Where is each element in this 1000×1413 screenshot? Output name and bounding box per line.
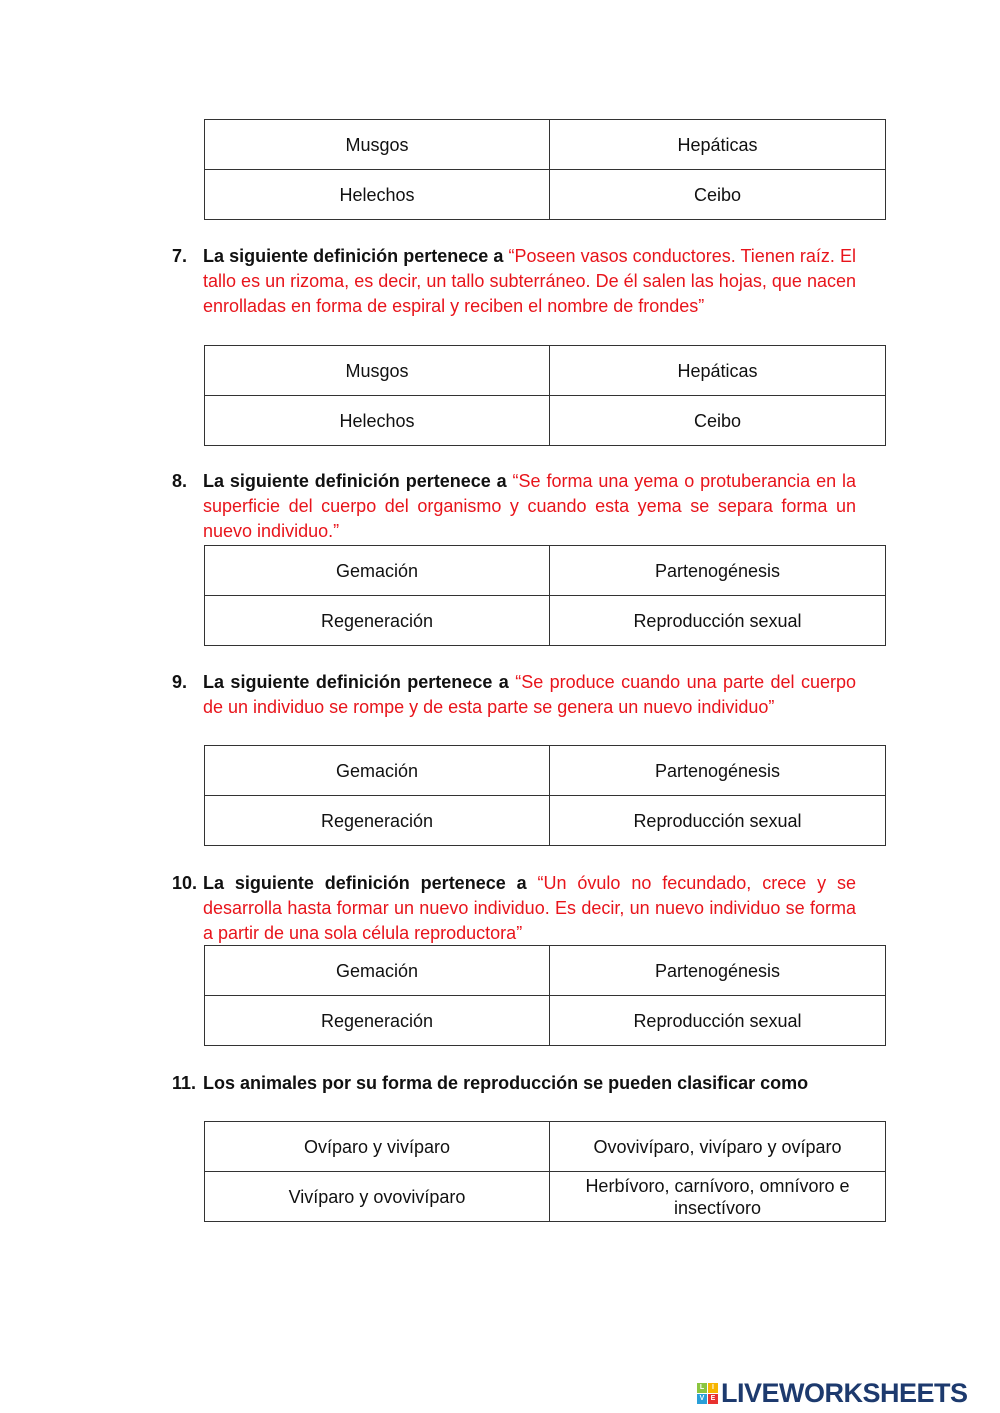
answer-option[interactable]: Musgos (205, 120, 550, 170)
answer-option[interactable]: Hepáticas (550, 120, 886, 170)
answer-row (205, 1172, 886, 1222)
question-definition: “Se forma una yema o protuberancia en la superficie del cuerpo del organismo y cuando esta yema se separa forma un nuevo individuo.” (203, 471, 856, 541)
logo-block: I (708, 1383, 718, 1393)
answer-option[interactable]: Gemación (205, 546, 550, 596)
question-text (203, 871, 856, 946)
question-lead: Los animales por su forma de reproducción se pueden clasificar como (203, 1073, 809, 1093)
answer-option[interactable]: Regeneración (205, 596, 550, 646)
question-number: 8. (172, 471, 188, 491)
answer-option[interactable]: Reproducción sexual (550, 796, 886, 846)
question-lead: La siguiente definición pertenece a (203, 471, 513, 491)
logo-block: E (708, 1394, 718, 1404)
answer-row (205, 346, 886, 396)
logo-block: V (697, 1394, 707, 1404)
answer-row (205, 120, 886, 170)
answer-row (205, 546, 886, 596)
answer-options-table (204, 545, 886, 646)
answer-option[interactable]: Ovíparo y vivíparo (205, 1122, 550, 1172)
question-7 (172, 244, 856, 319)
question-definition: “Se produce cuando una parte del cuerpo de un individuo se rompe y de esta parte se genera un nuevo individuo” (203, 672, 856, 717)
question-11 (172, 1071, 856, 1096)
question-lead: La siguiente definición pertenece a (203, 873, 538, 893)
question-text (203, 469, 856, 544)
answer-option[interactable]: Musgos (205, 346, 550, 396)
logo-block: L (697, 1383, 707, 1393)
question-text (203, 1071, 856, 1096)
answer-option[interactable]: Hepáticas (550, 346, 886, 396)
question-number: 10. (172, 873, 198, 893)
question-8 (172, 469, 856, 544)
answer-option[interactable]: Vivíparo y ovovivíparo (205, 1172, 550, 1222)
answer-row (205, 746, 886, 796)
question-9 (172, 670, 856, 720)
answer-row (205, 796, 886, 846)
answer-options-table (204, 945, 886, 1046)
answer-option[interactable]: Partenogénesis (550, 746, 886, 796)
answer-option[interactable]: Helechos (205, 396, 550, 446)
question-lead: La siguiente definición pertenece a (203, 672, 516, 692)
answer-options-table (204, 745, 886, 846)
answer-option[interactable]: Partenogénesis (550, 546, 886, 596)
answer-option[interactable]: Regeneración (205, 796, 550, 846)
answer-row (205, 996, 886, 1046)
question-text (203, 244, 856, 319)
answer-row (205, 1122, 886, 1172)
question-number: 11. (172, 1073, 197, 1093)
answer-options-table (204, 345, 886, 446)
answer-option[interactable]: Gemación (205, 746, 550, 796)
question-lead: La siguiente definición pertenece a (203, 246, 509, 266)
answer-option[interactable]: Regeneración (205, 996, 550, 1046)
answer-option[interactable]: Ceibo (550, 396, 886, 446)
question-number: 7. (172, 246, 188, 266)
answer-option[interactable]: Herbívoro, carnívoro, omnívoro e insectívoro (550, 1172, 886, 1222)
question-definition: “Un óvulo no fecundado, crece y se desarrolla hasta formar un nuevo individuo. Es decir, un nuevo individuo se forma a partir de una sola célula reproductora” (203, 873, 856, 943)
answer-options-table (204, 1121, 886, 1222)
answer-row (205, 596, 886, 646)
answer-option[interactable]: Ceibo (550, 170, 886, 220)
answer-option[interactable]: Gemación (205, 946, 550, 996)
answer-options-table (204, 119, 886, 220)
logo-text: LIVEWORKSHEETS (721, 1378, 968, 1408)
question-10 (172, 871, 856, 946)
answer-row (205, 170, 886, 220)
answer-option[interactable]: Reproducción sexual (550, 996, 886, 1046)
question-definition: “Poseen vasos conductores. Tienen raíz. El tallo es un rizoma, es decir, un tallo subterráneo. De él salen las hojas, que nacen enrolladas en forma de espiral y reciben el nombre de frondes” (203, 246, 857, 316)
question-text (203, 670, 856, 720)
answer-row (205, 946, 886, 996)
answer-option[interactable]: Ovovivíparo, vivíparo y ovíparo (550, 1122, 886, 1172)
answer-option[interactable]: Partenogénesis (550, 946, 886, 996)
answer-option[interactable]: Reproducción sexual (550, 596, 886, 646)
logo-blocks-icon (697, 1383, 718, 1404)
liveworksheets-logo (697, 1378, 968, 1409)
answer-row (205, 396, 886, 446)
answer-option[interactable]: Helechos (205, 170, 550, 220)
question-number: 9. (172, 672, 188, 692)
